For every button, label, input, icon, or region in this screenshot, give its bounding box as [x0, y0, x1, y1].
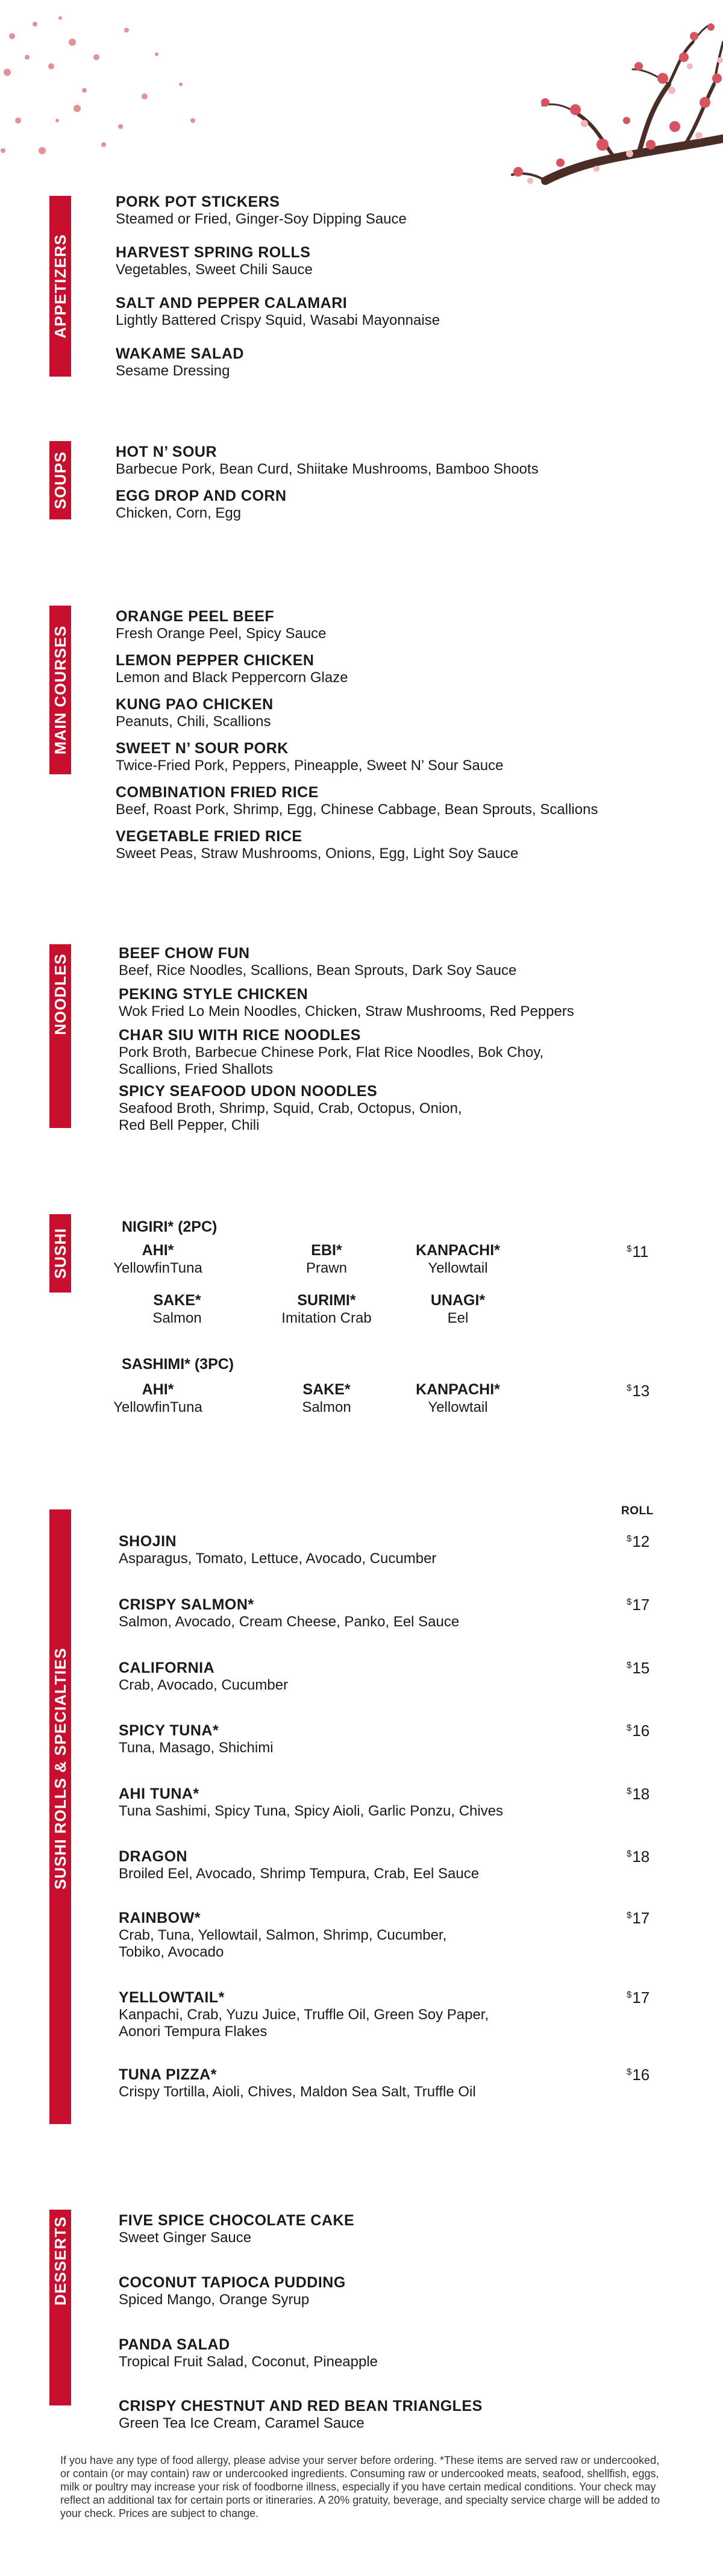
- item-description: Asparagus, Tomato, Lettuce, Avocado, Cucumber: [119, 1550, 437, 1567]
- sushi-name: UNAGI*: [430, 1292, 486, 1309]
- nigiri-price: [627, 1243, 648, 1261]
- item-name: VEGETABLE FRIED RICE: [116, 828, 302, 845]
- currency-symbol: $: [627, 1244, 632, 1254]
- item-description: Vegetables, Sweet Chili Sauce: [116, 262, 313, 278]
- currency-symbol: $: [627, 1990, 632, 2000]
- sushi-name: SAKE*: [153, 1292, 201, 1309]
- price-value: 12: [632, 1532, 650, 1550]
- sushi-item: [398, 1291, 518, 1327]
- item-description: Crab, Tuna, Yellowtail, Salmon, Shrimp, Cucumber,: [119, 1927, 447, 1943]
- sushi-name: KANPACHI*: [416, 1242, 500, 1259]
- item-name: HOT N’ SOUR: [116, 443, 218, 460]
- item-description: Tuna, Masago, Shichimi: [119, 1740, 274, 1756]
- menu-item: [119, 944, 661, 979]
- currency-symbol: $: [627, 1849, 632, 1859]
- menu-item: [116, 695, 658, 730]
- sushi-description: Eel: [447, 1310, 469, 1326]
- menu-item: [116, 783, 658, 818]
- item-description-line-2: Scallions, Fried Shallots: [119, 1061, 274, 1077]
- roll-column-header: ROLL: [621, 1505, 654, 1517]
- item-description: Lemon and Black Peppercorn Glaze: [116, 669, 348, 686]
- item-name: SHOJIN: [119, 1533, 177, 1550]
- item-name: WAKAME SALAD: [116, 345, 244, 362]
- cherry-blossom-icon: [0, 0, 723, 199]
- menu-item: [119, 1909, 661, 1961]
- item-name: FIVE SPICE CHOCOLATE CAKE: [119, 2212, 355, 2229]
- item-name: HARVEST SPRING ROLLS: [116, 244, 311, 261]
- sushi-description: Salmon: [152, 1310, 202, 1326]
- sashimi-price: [627, 1382, 649, 1400]
- item-description: Peanuts, Chili, Scallions: [116, 713, 271, 730]
- section-label: DESSERTS: [51, 2216, 69, 2306]
- sushi-description: Yellowtail: [428, 1399, 488, 1415]
- menu-item: [119, 1596, 661, 1631]
- currency-symbol: $: [627, 1660, 632, 1670]
- item-name: TUNA PIZZA*: [119, 2066, 217, 2083]
- item-name: CHAR SIU WITH RICE NOODLES: [119, 1027, 361, 1044]
- item-price: [627, 1909, 649, 1928]
- item-price: [627, 1988, 649, 2007]
- item-description: Steamed or Fried, Ginger-Soy Dipping Sauce: [116, 211, 407, 227]
- item-name: YELLOWTAIL*: [119, 1989, 225, 2006]
- item-description: Lightly Battered Crispy Squid, Wasabi Mayonnaise: [116, 312, 440, 328]
- price-value: 13: [632, 1382, 650, 1400]
- section-label: SUSHI ROLLS & SPECIALTIES: [51, 1647, 69, 1890]
- item-name: SALT AND PEPPER CALAMARI: [116, 295, 348, 312]
- item-name: CRISPY SALMON*: [119, 1596, 254, 1613]
- item-description: Crab, Avocado, Cucumber: [119, 1677, 289, 1693]
- sushi-item: [117, 1291, 237, 1327]
- menu-item: [116, 345, 658, 380]
- item-description: Green Tea Ice Cream, Caramel Sauce: [119, 2415, 365, 2431]
- sushi-name: SAKE*: [302, 1381, 351, 1398]
- item-price: [627, 2066, 649, 2084]
- menu-item: [116, 651, 658, 686]
- item-description: Pork Broth, Barbecue Chinese Pork, Flat Rice Noodles, Bok Choy,: [119, 1044, 544, 1061]
- price-value: 17: [632, 1988, 650, 2007]
- sushi-description: Prawn: [305, 1260, 348, 1276]
- item-description: Spiced Mango, Orange Syrup: [119, 2292, 310, 2308]
- item-name: SPICY TUNA*: [119, 1722, 219, 1739]
- price-value: 18: [632, 1785, 650, 1803]
- currency-symbol: $: [627, 2067, 632, 2077]
- price-value: 15: [632, 1659, 650, 1677]
- item-name: SWEET N’ SOUR PORK: [116, 740, 289, 757]
- menu-item: [116, 487, 658, 522]
- menu-item: [119, 2066, 661, 2101]
- item-description: Salmon, Avocado, Cream Cheese, Panko, Eel Sauce: [119, 1614, 460, 1630]
- item-name: RAINBOW*: [119, 1910, 201, 1926]
- menu-item: [119, 1785, 661, 1820]
- item-name: PEKING STYLE CHICKEN: [119, 986, 308, 1003]
- sushi-description: Salmon: [302, 1399, 351, 1415]
- sushi-item: [266, 1241, 387, 1277]
- item-name: PORK POT STICKERS: [116, 193, 280, 210]
- item-description: Sesame Dressing: [116, 363, 230, 379]
- sashimi-title: SASHIMI* (3PC): [122, 1356, 234, 1373]
- item-description: Fresh Orange Peel, Spicy Sauce: [116, 625, 327, 642]
- section-label: MAIN COURSES: [51, 625, 69, 755]
- item-description: Beef, Rice Noodles, Scallions, Bean Sprouts, Dark Soy Sauce: [119, 962, 517, 979]
- item-price: [627, 1722, 649, 1740]
- item-description: Barbecue Pork, Bean Curd, Shiitake Mushrooms, Bamboo Shoots: [116, 461, 539, 477]
- menu-item: [119, 2274, 661, 2308]
- sushi-item: [266, 1380, 387, 1417]
- item-price: [627, 1532, 649, 1551]
- sushi-name: AHI*: [142, 1242, 174, 1259]
- item-name: PANDA SALAD: [119, 2336, 230, 2353]
- item-description-line-2: Red Bell Pepper, Chili: [119, 1117, 260, 1133]
- price-value: 18: [632, 1847, 650, 1866]
- menu-item: [116, 827, 658, 862]
- item-description: Chicken, Corn, Egg: [116, 505, 242, 521]
- section-label: SOUPS: [51, 451, 69, 510]
- sushi-item: [98, 1380, 218, 1417]
- item-name: ORANGE PEEL BEEF: [116, 608, 275, 625]
- item-name: CALIFORNIA: [119, 1659, 215, 1676]
- sushi-item: [398, 1380, 518, 1417]
- menu-item: [119, 2211, 661, 2246]
- item-description: Twice-Fried Pork, Peppers, Pineapple, Sweet N’ Sour Sauce: [116, 757, 504, 774]
- currency-symbol: $: [627, 1597, 632, 1607]
- sushi-item: [266, 1291, 387, 1327]
- item-price: [627, 1659, 649, 1678]
- section-label: APPETIZERS: [51, 234, 69, 339]
- menu-item: [119, 1847, 661, 1882]
- menu-item: [119, 2397, 661, 2432]
- menu-item: [116, 443, 658, 478]
- item-description: Tuna Sashimi, Spicy Tuna, Spicy Aioli, Garlic Ponzu, Chives: [119, 1803, 504, 1819]
- item-description: Beef, Roast Pork, Shrimp, Egg, Chinese Cabbage, Bean Sprouts, Scallions: [116, 801, 598, 818]
- item-name: CRISPY CHESTNUT AND RED BEAN TRIANGLES: [119, 2398, 483, 2415]
- sushi-item: [98, 1241, 218, 1277]
- sushi-name: KANPACHI*: [416, 1381, 500, 1398]
- menu-item: [119, 1722, 661, 1757]
- item-price: [627, 1847, 649, 1866]
- item-description: Kanpachi, Crab, Yuzu Juice, Truffle Oil, Green Soy Paper,: [119, 2007, 489, 2023]
- item-description: Seafood Broth, Shrimp, Squid, Crab, Octopus, Onion,: [119, 1100, 462, 1117]
- item-price: [627, 1596, 649, 1614]
- item-description-line-2: Tobiko, Avocado: [119, 1944, 224, 1960]
- menu-item: [119, 2336, 661, 2371]
- item-name: BEEF CHOW FUN: [119, 945, 250, 962]
- item-name: SPICY SEAFOOD UDON NOODLES: [119, 1083, 378, 1100]
- sushi-description: YellowfinTuna: [113, 1399, 202, 1415]
- item-name: AHI TUNA*: [119, 1785, 199, 1802]
- sushi-name: EBI*: [311, 1242, 342, 1259]
- item-description-line-2: Aonori Tempura Flakes: [119, 2023, 268, 2040]
- item-name: LEMON PEPPER CHICKEN: [116, 652, 315, 669]
- menu-item: [119, 1532, 661, 1567]
- menu-item: [119, 1026, 661, 1078]
- item-name: EGG DROP AND CORN: [116, 487, 287, 504]
- menu-item: [116, 193, 658, 228]
- sushi-name: AHI*: [142, 1381, 174, 1398]
- sushi-description: YellowfinTuna: [113, 1260, 202, 1276]
- menu-item: [116, 607, 658, 642]
- item-description: Sweet Ginger Sauce: [119, 2230, 252, 2246]
- menu-item: [119, 1988, 661, 2040]
- menu-item: [119, 1659, 661, 1694]
- allergy-disclaimer: If you have any type of food allergy, please advise your server before ordering. *These items are served raw or undercooked, or contain (or may contain) raw or undercooked ingredients. Consuming raw or undercooked meats, seafood, shellfish, eggs, milk or poultry may increase your risk of foodborne illness, especially if you have certain medical conditions. Your check may reflect an additional tax for certain ports or itineraries. A 20% gratuity, beverage, and specialty service charge will be added to your check. Prices are subject to change.: [60, 2454, 660, 2519]
- currency-symbol: $: [627, 1786, 632, 1796]
- menu-item: [116, 739, 658, 774]
- nigiri-title: NIGIRI* (2PC): [122, 1218, 218, 1235]
- item-name: COMBINATION FRIED RICE: [116, 784, 319, 801]
- item-name: DRAGON: [119, 1848, 188, 1865]
- price-value: 11: [632, 1243, 649, 1261]
- menu-item: [119, 985, 661, 1020]
- price-value: 17: [632, 1596, 650, 1614]
- item-name: COCONUT TAPIOCA PUDDING: [119, 2274, 346, 2291]
- currency-symbol: $: [627, 1723, 632, 1733]
- menu-item: [119, 1082, 661, 1134]
- price-value: 17: [632, 1909, 650, 1927]
- sushi-name: SURIMI*: [297, 1292, 356, 1309]
- item-description: Crispy Tortilla, Aioli, Chives, Maldon Sea Salt, Truffle Oil: [119, 2084, 476, 2100]
- section-label: NOODLES: [51, 953, 69, 1035]
- sushi-item: [398, 1241, 518, 1277]
- currency-symbol: $: [627, 1534, 632, 1544]
- item-description: Wok Fried Lo Mein Noodles, Chicken, Straw Mushrooms, Red Peppers: [119, 1003, 574, 1020]
- currency-symbol: $: [627, 1383, 632, 1393]
- price-value: 16: [632, 2066, 650, 2084]
- sushi-description: Imitation Crab: [281, 1310, 372, 1326]
- item-price: [627, 1785, 649, 1804]
- section-label: SUSHI: [51, 1227, 69, 1279]
- sushi-description: Yellowtail: [428, 1260, 488, 1276]
- item-name: KUNG PAO CHICKEN: [116, 696, 274, 713]
- currency-symbol: $: [627, 1910, 632, 1920]
- menu-item: [116, 243, 658, 278]
- menu-item: [116, 294, 658, 329]
- price-value: 16: [632, 1722, 650, 1740]
- item-description: Sweet Peas, Straw Mushrooms, Onions, Egg, Light Soy Sauce: [116, 845, 519, 862]
- item-description: Tropical Fruit Salad, Coconut, Pineapple: [119, 2354, 378, 2370]
- item-description: Broiled Eel, Avocado, Shrimp Tempura, Crab, Eel Sauce: [119, 1866, 480, 1882]
